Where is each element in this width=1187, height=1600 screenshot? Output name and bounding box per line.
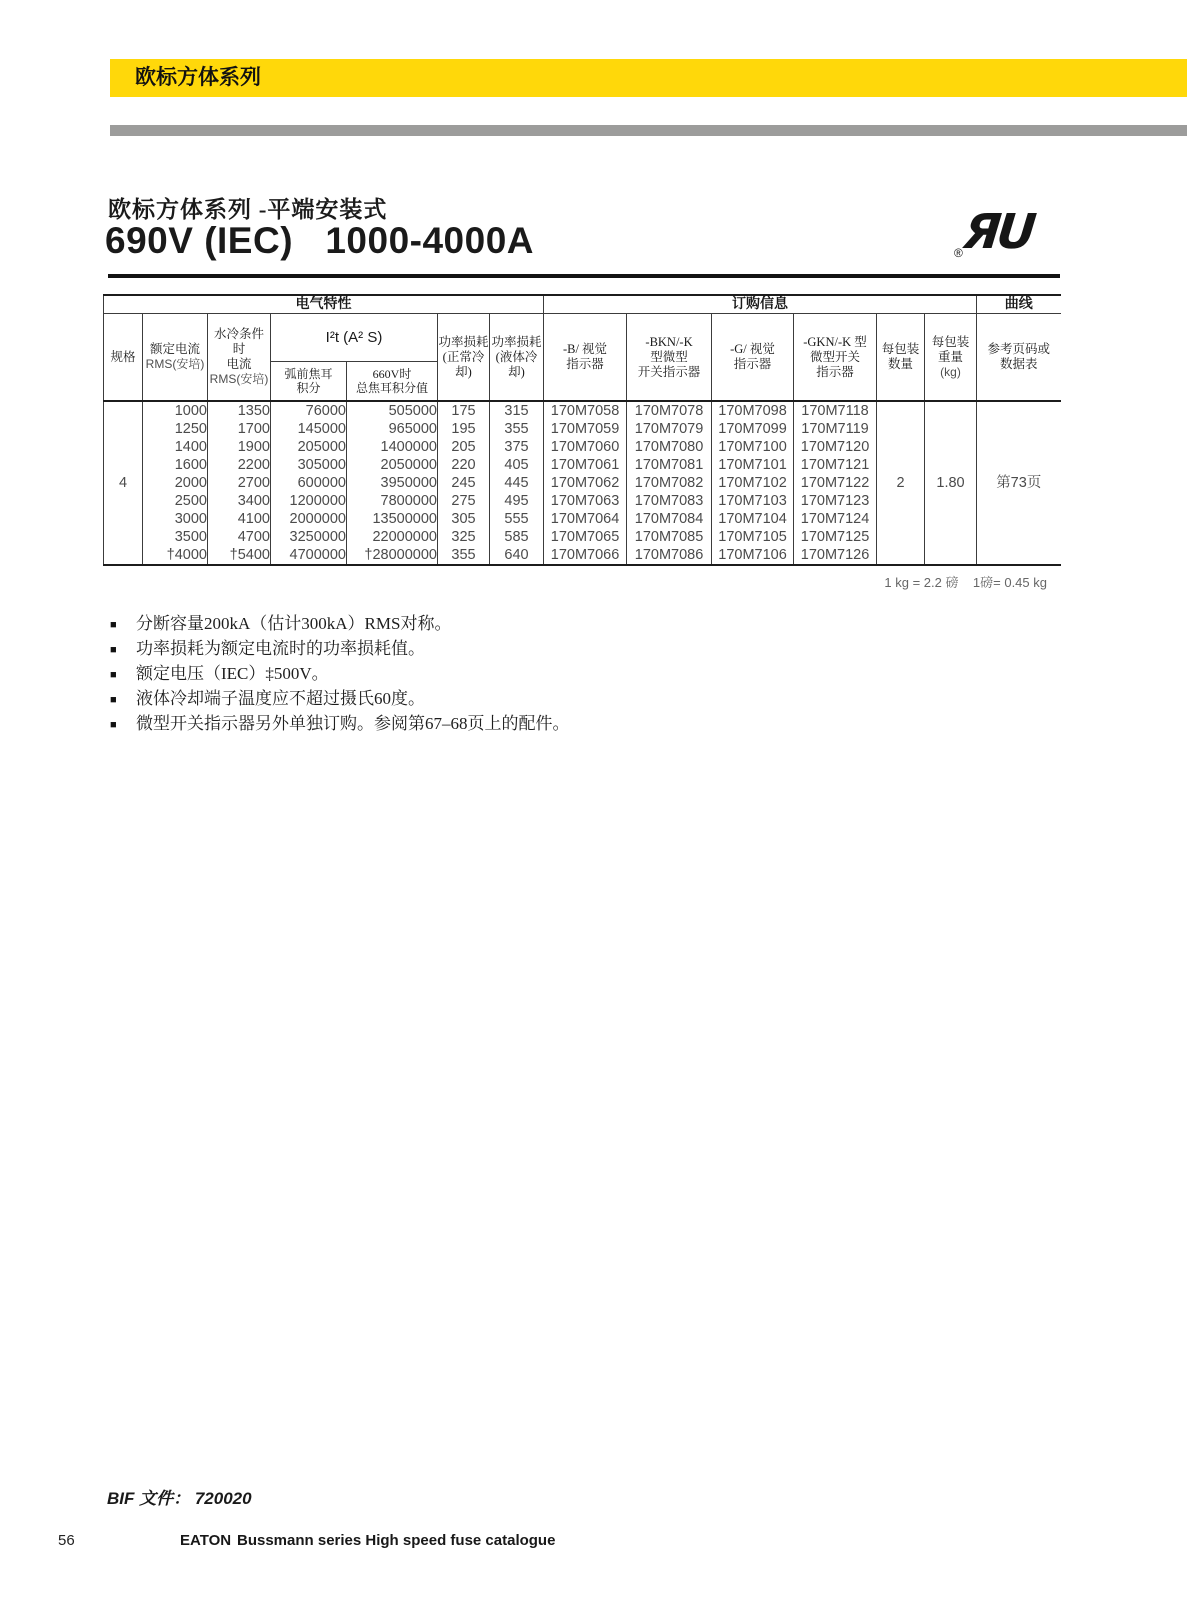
header-line: RMS(安培) — [145, 357, 205, 371]
cell-part-g: 170M7103 — [712, 492, 794, 510]
cell-power-normal: 275 — [438, 492, 490, 510]
note-text: 液体冷却端子温度应不超过摄氏60度。 — [136, 689, 425, 708]
cell-part-g: 170M7102 — [712, 474, 794, 492]
cell-part-gkn: 170M7121 — [794, 456, 877, 474]
group-ordering: 订购信息 — [544, 295, 977, 314]
cell-prearc-i2t: 4700000 — [271, 546, 347, 565]
cell-part-bkn: 170M7085 — [627, 528, 712, 546]
header-power-loss-normal — [438, 314, 490, 402]
note-item — [110, 636, 570, 661]
note-text: 功率损耗为额定电流时的功率损耗值。 — [136, 639, 425, 658]
cell-power-normal: 220 — [438, 456, 490, 474]
cell-prearc-i2t: 305000 — [271, 456, 347, 474]
cell-power-liquid: 585 — [490, 528, 544, 546]
header-line: 型微型 — [650, 349, 688, 364]
note-text: 微型开关指示器另外单独订购。参阅第67–68页上的配件。 — [136, 714, 570, 733]
registered-trademark-icon: ® — [954, 246, 963, 260]
header-rated-current — [143, 314, 208, 402]
header-line: RMS(安培) — [209, 372, 269, 386]
header-bkn-microswitch-indicator — [627, 314, 712, 402]
cell-power-liquid: 495 — [490, 492, 544, 510]
page-number: 56 — [58, 1532, 75, 1549]
cell-power-normal: 325 — [438, 528, 490, 546]
bullet-square-icon: ■ — [110, 694, 117, 706]
cell-water-cooled: 4100 — [208, 510, 271, 528]
header-line: (液体冷却) — [495, 349, 538, 379]
header-line: -B/ 视觉 — [562, 342, 608, 356]
cell-rated-current: 2500 — [143, 492, 208, 510]
cell-power-liquid: 555 — [490, 510, 544, 528]
header-line: 微型开关 — [810, 349, 861, 364]
cell-power-liquid: 445 — [490, 474, 544, 492]
cell-size: 4 — [104, 401, 143, 565]
cell-power-normal: 175 — [438, 401, 490, 420]
cell-power-liquid: 355 — [490, 420, 544, 438]
bullet-square-icon: ■ — [110, 719, 117, 731]
cell-part-b: 170M7065 — [544, 528, 627, 546]
cell-water-cooled: 1700 — [208, 420, 271, 438]
brand-name: EATON — [180, 1532, 232, 1549]
spec-table — [103, 294, 1061, 566]
header-line: 弧前焦耳 — [284, 367, 333, 381]
note-text: 额定电压（IEC）‡500V。 — [136, 664, 329, 683]
cell-part-gkn: 170M7120 — [794, 438, 877, 456]
cell-qty: 2 — [877, 401, 925, 565]
cell-part-g: 170M7104 — [712, 510, 794, 528]
header-water-cooled-current — [208, 314, 271, 402]
ul-recognized-mark-icon: ЯU — [961, 204, 1035, 260]
header-weight-per-pack — [925, 314, 977, 402]
cell-total-i2t: 3950000 — [347, 474, 438, 492]
kg-conversion-note: 1 kg = 2.2 磅 1磅= 0.45 kg — [884, 575, 1047, 590]
note-item — [110, 611, 570, 636]
header-line: 积分 — [296, 381, 321, 395]
cell-part-gkn: 170M7119 — [794, 420, 877, 438]
cell-part-b: 170M7062 — [544, 474, 627, 492]
cell-part-b: 170M7063 — [544, 492, 627, 510]
bullet-square-icon: ■ — [110, 644, 117, 656]
group-electrical: 电气特性 — [104, 295, 544, 314]
cell-prearc-i2t: 76000 — [271, 401, 347, 420]
cell-total-i2t: 965000 — [347, 420, 438, 438]
cell-part-g: 170M7105 — [712, 528, 794, 546]
cell-power-normal: 305 — [438, 510, 490, 528]
page-subtitle: 欧标方体系列 -平端安装式 — [108, 197, 388, 222]
header-line: 功率损耗 — [491, 334, 542, 349]
notes-list — [110, 611, 570, 736]
cell-prearc-i2t: 1200000 — [271, 492, 347, 510]
bullet-square-icon: ■ — [110, 619, 117, 631]
cell-part-gkn: 170M7118 — [794, 401, 877, 420]
note-item — [110, 661, 570, 686]
cell-water-cooled: †5400 — [208, 546, 271, 565]
cell-part-bkn: 170M7082 — [627, 474, 712, 492]
cell-part-g: 170M7099 — [712, 420, 794, 438]
header-line: 总焦耳积分值 — [355, 381, 428, 395]
catalog-title: Bussmann series High speed fuse catalogue — [237, 1532, 556, 1549]
cell-part-g: 170M7098 — [712, 401, 794, 420]
header-line: 每包装 — [931, 334, 970, 349]
cell-part-gkn: 170M7122 — [794, 474, 877, 492]
header-line: -GKN/-K 型 — [803, 334, 867, 349]
cell-weight: 1.80 — [925, 401, 977, 565]
cell-part-b: 170M7060 — [544, 438, 627, 456]
cell-rated-current: 3000 — [143, 510, 208, 528]
cell-part-bkn: 170M7084 — [627, 510, 712, 528]
cell-total-i2t: 505000 — [347, 401, 438, 420]
cell-power-liquid: 375 — [490, 438, 544, 456]
header-line: 水冷条件时 — [213, 327, 264, 356]
cell-part-gkn: 170M7126 — [794, 546, 877, 565]
header-line: -BKN/-K — [645, 334, 693, 349]
header-reference-page — [977, 314, 1061, 402]
table-header-row — [104, 314, 1061, 362]
cell-prearc-i2t: 145000 — [271, 420, 347, 438]
table-group-row — [104, 295, 1061, 314]
header-prearc-i2t — [271, 362, 347, 402]
divider-bar — [110, 125, 1187, 136]
series-banner-label: 欧标方体系列 — [135, 66, 261, 89]
header-line: (kg) — [940, 364, 961, 379]
cell-rated-current: 1000 — [143, 401, 208, 420]
cell-total-i2t: 1400000 — [347, 438, 438, 456]
cell-water-cooled: 1900 — [208, 438, 271, 456]
cell-part-bkn: 170M7079 — [627, 420, 712, 438]
header-line: 数据表 — [1000, 357, 1038, 371]
cell-reference: 第73页 — [977, 401, 1061, 565]
cell-total-i2t: 13500000 — [347, 510, 438, 528]
header-gkn-microswitch-indicator — [794, 314, 877, 402]
header-line: 指示器 — [566, 357, 604, 371]
bullet-square-icon: ■ — [110, 669, 117, 681]
group-curves: 曲线 — [977, 295, 1061, 314]
header-line: 额定电流 — [149, 342, 200, 356]
cell-part-g: 170M7100 — [712, 438, 794, 456]
title-underline — [108, 274, 1060, 278]
cell-part-b: 170M7061 — [544, 456, 627, 474]
cell-prearc-i2t: 205000 — [271, 438, 347, 456]
header-line: 功率损耗 — [438, 334, 489, 349]
bif-file-reference: BIF 文件： 720020 — [107, 1489, 252, 1508]
header-line: 指示器 — [816, 364, 854, 379]
cell-power-liquid: 315 — [490, 401, 544, 420]
header-i2t: I²t (A² S) — [271, 314, 438, 362]
cell-water-cooled: 2200 — [208, 456, 271, 474]
cell-part-bkn: 170M7083 — [627, 492, 712, 510]
page-title: 690V (IEC) 1000-4000A — [105, 220, 535, 261]
header-line: 参考页码或 — [987, 342, 1051, 356]
header-power-loss-liquid — [490, 314, 544, 402]
cell-prearc-i2t: 2000000 — [271, 510, 347, 528]
header-line: 重量 — [938, 349, 964, 364]
cell-part-g: 170M7101 — [712, 456, 794, 474]
header-qty-per-pack — [877, 314, 925, 402]
cell-total-i2t: †28000000 — [347, 546, 438, 565]
cell-rated-current: 1600 — [143, 456, 208, 474]
cell-power-liquid: 405 — [490, 456, 544, 474]
cell-total-i2t: 2050000 — [347, 456, 438, 474]
cell-rated-current: 1250 — [143, 420, 208, 438]
header-line: 电流 — [226, 357, 252, 371]
cell-part-gkn: 170M7125 — [794, 528, 877, 546]
cell-water-cooled: 1350 — [208, 401, 271, 420]
cell-total-i2t: 7800000 — [347, 492, 438, 510]
header-line: 指示器 — [733, 357, 772, 371]
cell-rated-current: 3500 — [143, 528, 208, 546]
cell-part-b: 170M7058 — [544, 401, 627, 420]
cell-power-normal: 355 — [438, 546, 490, 565]
cell-rated-current: 2000 — [143, 474, 208, 492]
cell-part-bkn: 170M7081 — [627, 456, 712, 474]
cell-power-liquid: 640 — [490, 546, 544, 565]
cell-rated-current: 1400 — [143, 438, 208, 456]
cell-prearc-i2t: 3250000 — [271, 528, 347, 546]
table-row — [104, 401, 1061, 420]
header-line: 每包装 — [881, 342, 920, 356]
cell-water-cooled: 3400 — [208, 492, 271, 510]
cell-part-gkn: 170M7123 — [794, 492, 877, 510]
header-line: (正常冷却) — [442, 349, 485, 379]
series-banner — [110, 59, 1187, 97]
header-size: 规格 — [104, 314, 143, 402]
header-total-i2t-660v — [347, 362, 438, 402]
cell-power-normal: 245 — [438, 474, 490, 492]
note-item — [110, 686, 570, 711]
header-line: 数量 — [888, 357, 914, 371]
cell-part-b: 170M7059 — [544, 420, 627, 438]
header-line: 660V时 — [372, 367, 412, 381]
cell-part-g: 170M7106 — [712, 546, 794, 565]
cell-power-normal: 195 — [438, 420, 490, 438]
cell-part-b: 170M7064 — [544, 510, 627, 528]
cell-part-gkn: 170M7124 — [794, 510, 877, 528]
header-line: 开关指示器 — [637, 364, 701, 379]
cell-power-normal: 205 — [438, 438, 490, 456]
note-text: 分断容量200kA（估计300kA）RMS对称。 — [136, 614, 452, 633]
cell-prearc-i2t: 600000 — [271, 474, 347, 492]
header-b-visual-indicator — [544, 314, 627, 402]
cell-part-bkn: 170M7080 — [627, 438, 712, 456]
cell-total-i2t: 22000000 — [347, 528, 438, 546]
cell-rated-current: †4000 — [143, 546, 208, 565]
cell-part-bkn: 170M7078 — [627, 401, 712, 420]
cell-part-bkn: 170M7086 — [627, 546, 712, 565]
header-g-visual-indicator — [712, 314, 794, 402]
cell-water-cooled: 2700 — [208, 474, 271, 492]
cell-part-b: 170M7066 — [544, 546, 627, 565]
cell-water-cooled: 4700 — [208, 528, 271, 546]
header-line: -G/ 视觉 — [730, 342, 775, 356]
note-item — [110, 711, 570, 736]
